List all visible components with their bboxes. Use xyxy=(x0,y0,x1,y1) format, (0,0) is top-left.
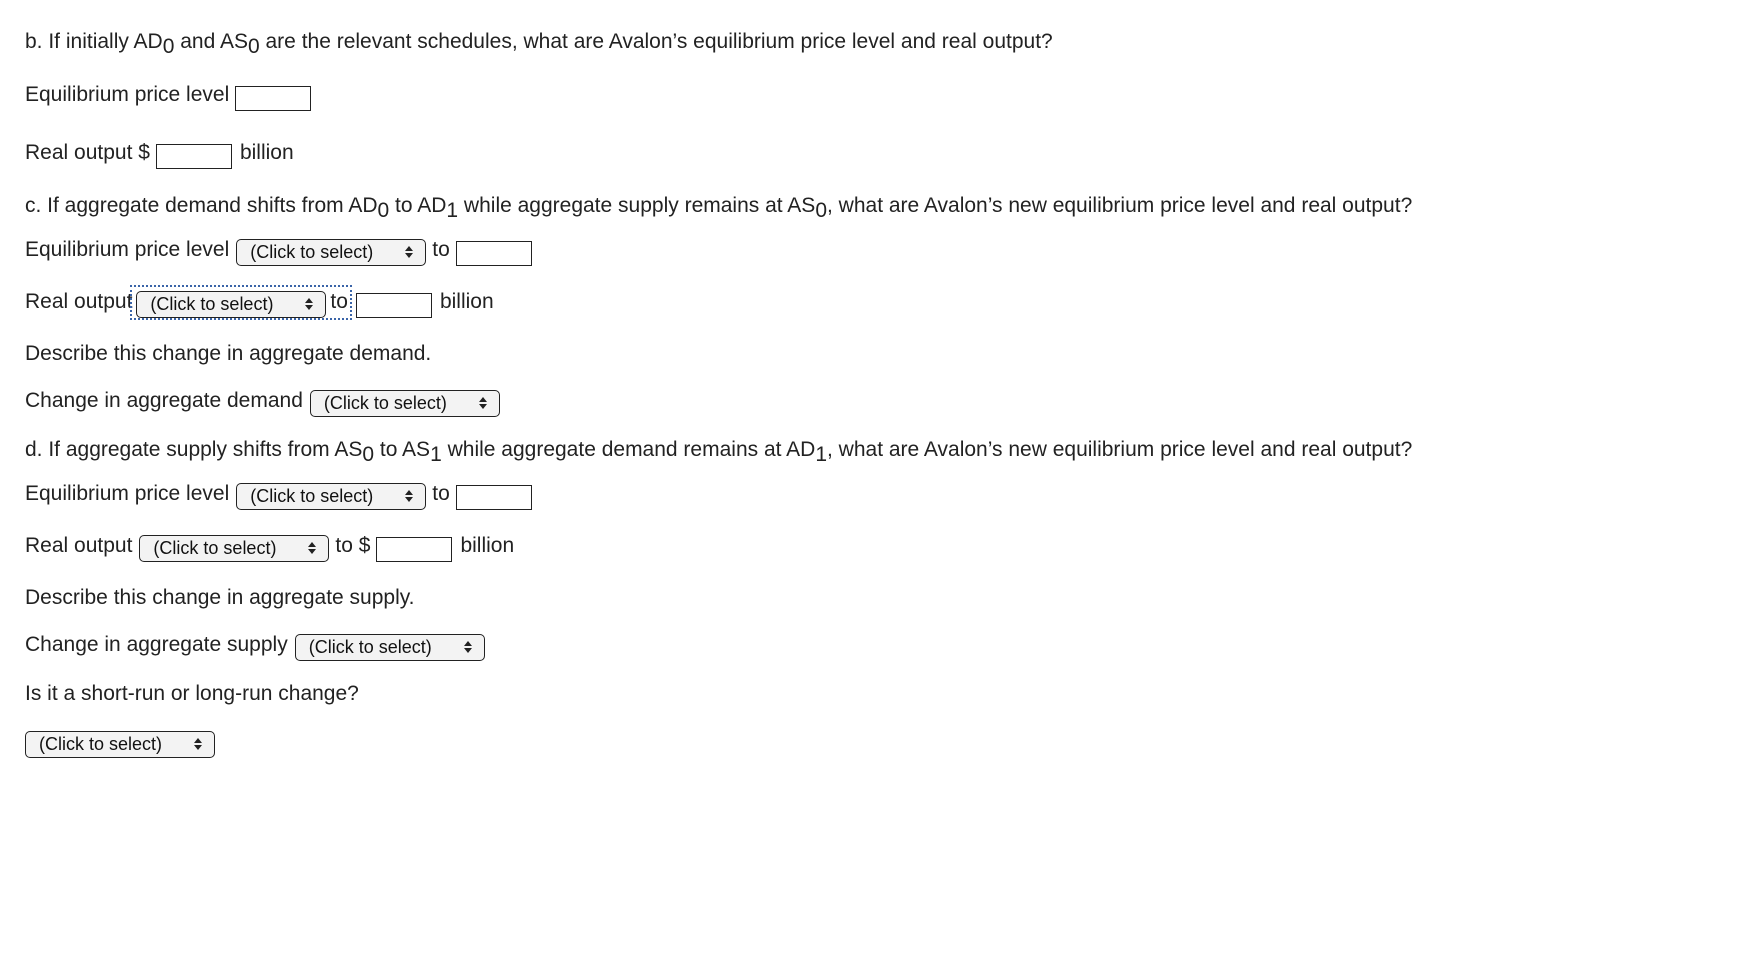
price-direction-select[interactable] xyxy=(236,239,426,266)
part-c-question xyxy=(25,190,1465,222)
describe-demand-prompt: Describe this change in aggregate demand. xyxy=(25,342,432,365)
question-text: and AS xyxy=(174,30,248,53)
question-text: , what are Avalon’s new equilibrium price level and real output? xyxy=(827,438,1413,461)
updown-arrows-icon xyxy=(305,298,313,310)
subscript: 1 xyxy=(446,199,459,222)
updown-arrows-icon xyxy=(464,641,472,653)
real-output-label: Real output $ xyxy=(25,141,150,164)
part-d-run-row xyxy=(25,679,1465,709)
part-d-run-select-row xyxy=(25,727,1465,757)
output-direction-select[interactable] xyxy=(139,535,329,562)
question-text: c. If aggregate demand shifts from AD xyxy=(25,194,378,217)
part-c-output-row xyxy=(25,287,1465,317)
subscript: 0 xyxy=(377,199,390,222)
to-label: to xyxy=(330,290,348,313)
updown-arrows-icon xyxy=(479,397,487,409)
billion-unit-label: billion xyxy=(239,141,294,164)
subscript: 0 xyxy=(247,35,260,58)
to-label: to xyxy=(432,238,450,261)
real-output-label: Real output xyxy=(25,290,133,313)
billion-unit-label: billion xyxy=(439,290,494,313)
output-direction-select[interactable] xyxy=(136,291,326,318)
part-c-describe-row xyxy=(25,339,1465,369)
question-text: are the relevant schedules, what are Avalon’s equilibrium price level and real output? xyxy=(259,30,1053,53)
change-supply-label: Change in aggregate supply xyxy=(25,633,288,656)
updown-arrows-icon xyxy=(194,738,202,750)
question-text: while aggregate demand remains at AD xyxy=(441,438,816,461)
question-text: d. If aggregate supply shifts from AS xyxy=(25,438,363,461)
part-d-output-row xyxy=(25,531,1465,561)
part-d-price-row xyxy=(25,479,1465,509)
short-long-run-select[interactable] xyxy=(25,731,215,758)
real-output-label: Real output xyxy=(25,534,133,557)
select-value: (Click to select) xyxy=(308,636,432,657)
question-text: while aggregate supply remains at AS xyxy=(458,194,816,217)
price-direction-select[interactable] xyxy=(236,483,426,510)
new-price-level-input[interactable] xyxy=(456,485,532,510)
part-b-output-row xyxy=(25,138,1465,168)
select-value: (Click to select) xyxy=(39,733,163,754)
price-level-label: Equilibrium price level xyxy=(25,238,230,261)
updown-arrows-icon xyxy=(308,542,316,554)
subscript: 0 xyxy=(362,443,375,466)
select-value: (Click to select) xyxy=(153,537,277,558)
part-d-change-row xyxy=(25,630,1465,660)
part-c-price-row xyxy=(25,235,1465,265)
part-c-change-row xyxy=(25,386,1465,416)
select-value: (Click to select) xyxy=(150,293,274,314)
subscript: 1 xyxy=(430,443,442,466)
updown-arrows-icon xyxy=(405,246,413,258)
question-text: to AD xyxy=(389,194,447,217)
to-dollar-label: to $ xyxy=(335,534,371,557)
new-real-output-input[interactable] xyxy=(356,293,432,318)
price-level-label: Equilibrium price level xyxy=(25,83,230,106)
new-real-output-input[interactable] xyxy=(376,537,452,562)
price-level-input[interactable] xyxy=(235,86,311,111)
subscript: 0 xyxy=(815,199,827,222)
billion-unit-label: billion xyxy=(460,534,515,557)
subscript: 0 xyxy=(162,35,175,58)
part-b-price-row xyxy=(25,80,1465,110)
focused-select-outline xyxy=(132,287,350,318)
updown-arrows-icon xyxy=(405,490,413,502)
change-demand-select[interactable] xyxy=(310,390,500,417)
describe-supply-prompt: Describe this change in aggregate supply. xyxy=(25,586,415,609)
part-b-question xyxy=(25,26,1465,58)
real-output-input[interactable] xyxy=(156,144,232,169)
question-text: , what are Avalon’s new equilibrium price level and real output? xyxy=(827,194,1413,217)
price-level-label: Equilibrium price level xyxy=(25,482,230,505)
change-supply-select[interactable] xyxy=(295,634,485,661)
subscript: 1 xyxy=(815,443,828,466)
part-d-question xyxy=(25,434,1465,466)
short-long-run-prompt: Is it a short-run or long-run change? xyxy=(25,682,359,705)
question-text: to AS xyxy=(374,438,431,461)
new-price-level-input[interactable] xyxy=(456,241,532,266)
part-d-describe-row xyxy=(25,583,1465,613)
select-value: (Click to select) xyxy=(250,485,374,506)
select-value: (Click to select) xyxy=(250,241,374,262)
select-value: (Click to select) xyxy=(323,392,447,413)
question-text: b. If initially AD xyxy=(25,30,163,53)
to-label: to xyxy=(432,482,450,505)
change-demand-label: Change in aggregate demand xyxy=(25,389,303,412)
